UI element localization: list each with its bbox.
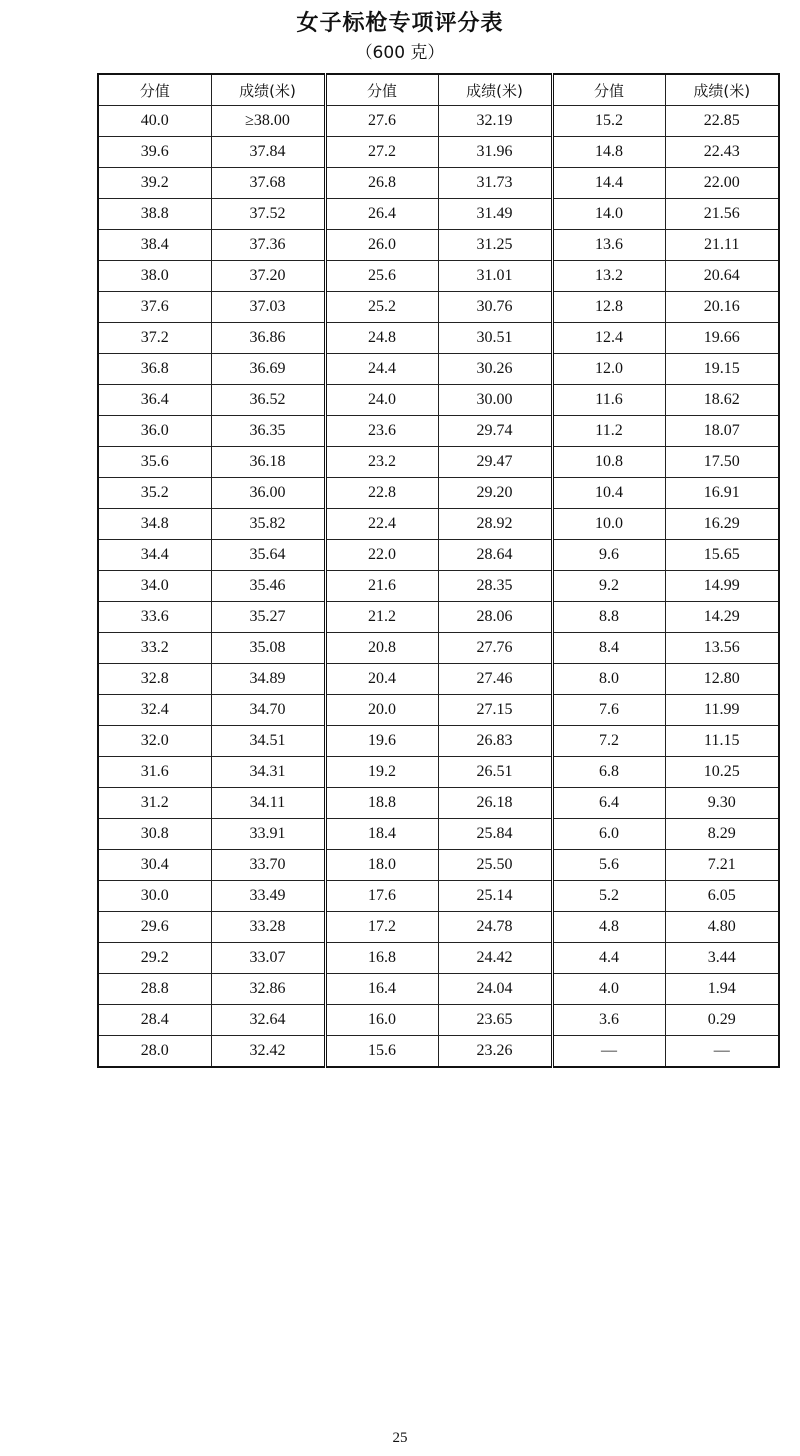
cell-score-3: 4.4 [552,943,665,974]
cell-score-1: 39.2 [98,168,211,199]
cell-result-1: 37.68 [211,168,325,199]
cell-result-2: 26.51 [438,757,552,788]
cell-result-3: 22.85 [665,106,779,137]
cell-score-2: 20.8 [325,633,438,664]
cell-score-3: 13.2 [552,261,665,292]
cell-score-1: 35.2 [98,478,211,509]
cell-result-1: 36.35 [211,416,325,447]
cell-result-1: 32.86 [211,974,325,1005]
cell-score-3: 4.8 [552,912,665,943]
cell-score-2: 25.6 [325,261,438,292]
cell-score-3: 6.0 [552,819,665,850]
cell-score-1: 32.4 [98,695,211,726]
cell-result-1: 37.52 [211,199,325,230]
cell-result-2: 31.96 [438,137,552,168]
cell-score-3: 14.4 [552,168,665,199]
table-row [98,633,779,664]
cell-result-3: 1.94 [665,974,779,1005]
cell-score-1: 29.6 [98,912,211,943]
cell-result-3: 19.66 [665,323,779,354]
cell-score-2: 17.2 [325,912,438,943]
cell-score-1: 28.0 [98,1036,211,1068]
cell-score-3: 14.8 [552,137,665,168]
cell-result-1: 32.42 [211,1036,325,1068]
cell-score-3: 8.8 [552,602,665,633]
table-row [98,1036,779,1068]
cell-score-3: 6.4 [552,788,665,819]
cell-score-1: 34.0 [98,571,211,602]
cell-score-1: 31.6 [98,757,211,788]
table-row [98,726,779,757]
cell-score-3: 3.6 [552,1005,665,1036]
cell-result-1: 34.31 [211,757,325,788]
cell-score-1: 31.2 [98,788,211,819]
cell-result-3: 18.62 [665,385,779,416]
cell-score-1: 35.6 [98,447,211,478]
cell-score-2: 18.8 [325,788,438,819]
cell-result-1: 37.20 [211,261,325,292]
page-title: 女子标枪专项评分表 [296,11,504,36]
cell-result-2: 23.26 [438,1036,552,1068]
cell-result-2: 30.51 [438,323,552,354]
cell-score-1: 37.6 [98,292,211,323]
cell-result-3: 16.91 [665,478,779,509]
table-row [98,850,779,881]
cell-score-2: 22.0 [325,540,438,571]
cell-result-1: 37.84 [211,137,325,168]
cell-score-2: 16.8 [325,943,438,974]
table-row [98,230,779,261]
cell-score-1: 36.0 [98,416,211,447]
cell-result-1: 32.64 [211,1005,325,1036]
cell-result-1: 33.91 [211,819,325,850]
cell-score-1: 30.8 [98,819,211,850]
cell-score-2: 18.0 [325,850,438,881]
cell-score-2: 20.4 [325,664,438,695]
cell-score-1: 30.0 [98,881,211,912]
table-row [98,540,779,571]
cell-score-1: 36.4 [98,385,211,416]
cell-score-1: 29.2 [98,943,211,974]
header-score-1: 分值 [98,74,211,106]
cell-result-1: 35.08 [211,633,325,664]
cell-result-2: 25.14 [438,881,552,912]
cell-result-3: 11.99 [665,695,779,726]
cell-result-3: 18.07 [665,416,779,447]
cell-result-3: 22.00 [665,168,779,199]
table-row [98,509,779,540]
cell-result-2: 23.65 [438,1005,552,1036]
cell-result-3: 4.80 [665,912,779,943]
cell-result-3: 21.56 [665,199,779,230]
cell-score-2: 22.4 [325,509,438,540]
table-row [98,602,779,633]
cell-score-1: 28.8 [98,974,211,1005]
cell-score-3: 15.2 [552,106,665,137]
table-row [98,354,779,385]
cell-score-2: 19.2 [325,757,438,788]
table-row [98,664,779,695]
table-row [98,881,779,912]
cell-score-2: 23.6 [325,416,438,447]
cell-score-3: 6.8 [552,757,665,788]
cell-score-3: 11.6 [552,385,665,416]
table-row [98,788,779,819]
cell-score-2: 21.6 [325,571,438,602]
cell-result-2: 28.64 [438,540,552,571]
cell-result-1: 34.70 [211,695,325,726]
cell-result-3: 14.99 [665,571,779,602]
cell-result-2: 30.26 [438,354,552,385]
cell-score-1: 30.4 [98,850,211,881]
cell-result-1: 37.36 [211,230,325,261]
cell-score-2: 24.4 [325,354,438,385]
cell-score-3: 9.6 [552,540,665,571]
cell-result-3: 15.65 [665,540,779,571]
cell-result-1: 35.46 [211,571,325,602]
cell-result-1: 36.00 [211,478,325,509]
cell-result-3: — [665,1036,779,1068]
table-row [98,571,779,602]
cell-result-3: 8.29 [665,819,779,850]
cell-result-2: 31.25 [438,230,552,261]
cell-result-1: 36.52 [211,385,325,416]
cell-score-3: 9.2 [552,571,665,602]
cell-score-1: 32.0 [98,726,211,757]
cell-score-1: 36.8 [98,354,211,385]
cell-result-1: 33.07 [211,943,325,974]
page-number: 25 [392,1430,408,1446]
cell-score-3: 12.0 [552,354,665,385]
table-row [98,912,779,943]
cell-score-2: 16.4 [325,974,438,1005]
page-subtitle: （600 克） [355,43,445,63]
cell-result-1: 33.70 [211,850,325,881]
cell-result-3: 9.30 [665,788,779,819]
cell-score-2: 24.8 [325,323,438,354]
table-header-row [98,74,779,106]
cell-result-2: 31.49 [438,199,552,230]
table-row [98,168,779,199]
table-row [98,106,779,137]
cell-result-3: 0.29 [665,1005,779,1036]
cell-result-1: 33.49 [211,881,325,912]
cell-result-2: 27.15 [438,695,552,726]
cell-score-3: 12.4 [552,323,665,354]
cell-score-2: 21.2 [325,602,438,633]
cell-result-2: 29.20 [438,478,552,509]
cell-result-2: 27.76 [438,633,552,664]
cell-result-2: 29.74 [438,416,552,447]
cell-result-2: 26.18 [438,788,552,819]
cell-score-1: 32.8 [98,664,211,695]
cell-score-1: 38.4 [98,230,211,261]
cell-result-1: 34.89 [211,664,325,695]
cell-result-2: 31.73 [438,168,552,199]
cell-score-3: 10.4 [552,478,665,509]
cell-score-3: 10.0 [552,509,665,540]
cell-result-2: 28.35 [438,571,552,602]
cell-result-2: 27.46 [438,664,552,695]
cell-result-1: 33.28 [211,912,325,943]
table-row [98,137,779,168]
cell-result-1: 36.18 [211,447,325,478]
cell-score-2: 26.0 [325,230,438,261]
cell-score-2: 18.4 [325,819,438,850]
cell-result-2: 25.50 [438,850,552,881]
cell-score-3: 14.0 [552,199,665,230]
cell-result-3: 6.05 [665,881,779,912]
cell-score-2: 16.0 [325,1005,438,1036]
cell-result-2: 24.42 [438,943,552,974]
header-result-3: 成绩(米) [665,74,779,106]
cell-result-1: 35.64 [211,540,325,571]
cell-score-3: 8.4 [552,633,665,664]
cell-score-1: 28.4 [98,1005,211,1036]
cell-result-2: 28.92 [438,509,552,540]
cell-result-2: 28.06 [438,602,552,633]
header-score-3: 分值 [552,74,665,106]
cell-score-3: 13.6 [552,230,665,261]
cell-result-2: 26.83 [438,726,552,757]
cell-result-1: 34.11 [211,788,325,819]
cell-result-1: 34.51 [211,726,325,757]
cell-score-3: 5.6 [552,850,665,881]
cell-result-3: 20.16 [665,292,779,323]
table-row [98,695,779,726]
table-row [98,974,779,1005]
table-body [98,106,779,1068]
cell-score-3: 8.0 [552,664,665,695]
cell-score-1: 33.2 [98,633,211,664]
cell-result-2: 24.78 [438,912,552,943]
table-row [98,447,779,478]
cell-score-3: 7.6 [552,695,665,726]
cell-result-3: 13.56 [665,633,779,664]
table-row [98,323,779,354]
header-result-2: 成绩(米) [438,74,552,106]
cell-result-3: 21.11 [665,230,779,261]
cell-score-2: 20.0 [325,695,438,726]
cell-score-2: 27.2 [325,137,438,168]
cell-result-3: 16.29 [665,509,779,540]
cell-result-2: 29.47 [438,447,552,478]
cell-result-3: 11.15 [665,726,779,757]
cell-score-2: 24.0 [325,385,438,416]
table-row [98,416,779,447]
cell-score-1: 38.0 [98,261,211,292]
table-row [98,478,779,509]
cell-result-1: 35.82 [211,509,325,540]
cell-score-3: — [552,1036,665,1068]
cell-score-1: 37.2 [98,323,211,354]
cell-score-1: 33.6 [98,602,211,633]
cell-result-1: 35.27 [211,602,325,633]
cell-score-3: 5.2 [552,881,665,912]
cell-score-2: 23.2 [325,447,438,478]
cell-score-2: 27.6 [325,106,438,137]
cell-score-3: 11.2 [552,416,665,447]
header-score-2: 分值 [325,74,438,106]
table-row [98,757,779,788]
table-row [98,819,779,850]
cell-result-3: 10.25 [665,757,779,788]
cell-result-3: 17.50 [665,447,779,478]
score-table [97,73,780,1068]
cell-score-1: 40.0 [98,106,211,137]
cell-score-2: 22.8 [325,478,438,509]
cell-result-3: 20.64 [665,261,779,292]
cell-score-2: 17.6 [325,881,438,912]
cell-result-3: 12.80 [665,664,779,695]
cell-score-3: 4.0 [552,974,665,1005]
cell-score-2: 15.6 [325,1036,438,1068]
table-row [98,385,779,416]
cell-result-1: 36.86 [211,323,325,354]
cell-result-2: 30.00 [438,385,552,416]
table-row [98,292,779,323]
cell-result-3: 19.15 [665,354,779,385]
cell-result-2: 30.76 [438,292,552,323]
table-row [98,261,779,292]
cell-result-2: 24.04 [438,974,552,1005]
cell-result-2: 31.01 [438,261,552,292]
cell-score-2: 25.2 [325,292,438,323]
table-row [98,943,779,974]
cell-score-2: 26.8 [325,168,438,199]
cell-result-1: 37.03 [211,292,325,323]
cell-score-2: 19.6 [325,726,438,757]
cell-score-1: 38.8 [98,199,211,230]
table-row [98,1005,779,1036]
cell-result-3: 3.44 [665,943,779,974]
cell-result-1: ≥38.00 [211,106,325,137]
cell-score-3: 7.2 [552,726,665,757]
cell-result-3: 22.43 [665,137,779,168]
header-result-1: 成绩(米) [211,74,325,106]
cell-result-3: 7.21 [665,850,779,881]
cell-score-2: 26.4 [325,199,438,230]
cell-result-1: 36.69 [211,354,325,385]
cell-score-3: 10.8 [552,447,665,478]
table-row [98,199,779,230]
cell-score-3: 12.8 [552,292,665,323]
cell-score-1: 34.8 [98,509,211,540]
cell-score-1: 34.4 [98,540,211,571]
cell-result-2: 32.19 [438,106,552,137]
cell-score-1: 39.6 [98,137,211,168]
cell-result-3: 14.29 [665,602,779,633]
cell-result-2: 25.84 [438,819,552,850]
